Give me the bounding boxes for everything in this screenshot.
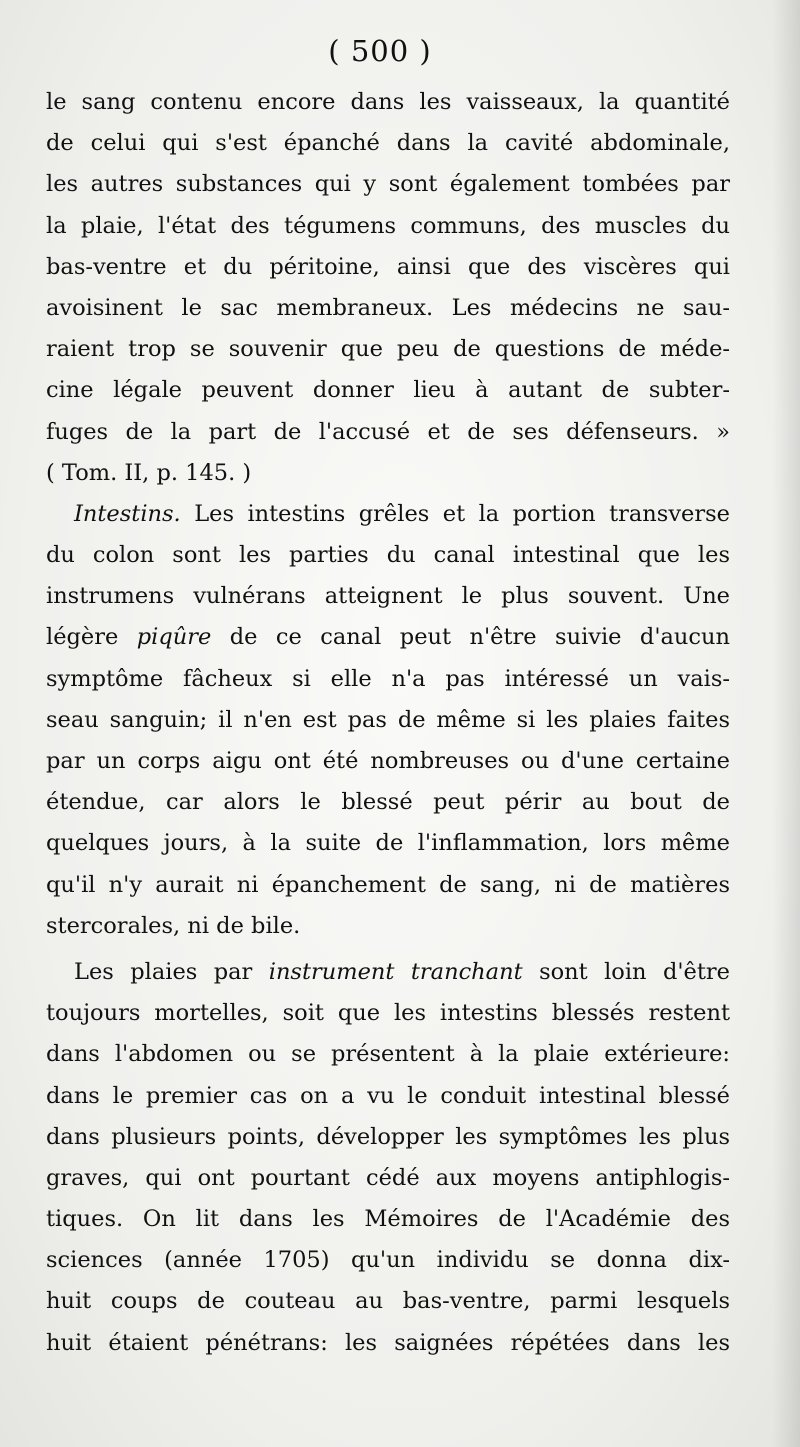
text-line: huit coups de couteau au bas-ventre, parmi lesquels — [46, 1288, 730, 1315]
text-line — [46, 617, 730, 658]
text-line: graves, qui ont pourtant cédé aux moyens antiphlogis- — [46, 1164, 730, 1191]
text-line: du colon sont les parties du canal intestinal que les — [46, 542, 730, 569]
text-line: stercorales, ni de bile. — [46, 912, 301, 939]
text-line: bas-ventre et du péritoine, ainsi que des viscères qui — [46, 253, 730, 280]
text-line: sciences (année 1705) qu'un individu se donna dix- — [46, 1247, 730, 1274]
text-line: symptôme fâcheux si elle n'a pas intéressé un vais- — [46, 665, 730, 692]
text-line — [46, 494, 730, 535]
text-line: seau sanguin; il n'en est pas de même si les plaies faites — [46, 706, 730, 733]
page-edge-shadow — [772, 0, 800, 1447]
word-legere: légère — [46, 624, 119, 651]
text-line: dans le premier cas on a vu le conduit intestinal blessé — [46, 1082, 730, 1109]
section-lead: Intestins. — [74, 500, 181, 527]
text-line: avoisinent le sac membraneux. Les médecins ne sau- — [46, 294, 730, 321]
text-line: les autres substances qui y sont également tombées par — [46, 171, 730, 198]
text-line: raient trop se souvenir que peu de questions de méde- — [46, 336, 730, 363]
text-line: toujours mortelles, soit que les intestins blessés restent — [46, 1000, 730, 1027]
line-text: de ce canal peut n'être suivie d'aucun — [229, 624, 730, 651]
text-line: la plaie, l'état des tégumens communs, des muscles du — [46, 212, 730, 239]
page-body — [46, 82, 730, 1364]
line-text: sont loin d'être — [539, 958, 730, 985]
text-line: quelques jours, à la suite de l'inflammation, lors même — [46, 830, 730, 857]
emphasis-instrument-tranchant: instrument tranchant — [268, 958, 523, 985]
text-line: dans l'abdomen ou se présentent à la plaie extérieure: — [46, 1041, 730, 1068]
text-line: de celui qui s'est épanché dans la cavité abdominale, — [46, 130, 730, 157]
line-text: Les intestins grêles et la portion transverse — [194, 500, 730, 527]
text-line: tiques. On lit dans les Mémoires de l'Académie des — [46, 1206, 730, 1233]
text-line: cine légale peuvent donner lieu à autant de subter- — [46, 377, 730, 404]
text-line: dans plusieurs points, développer les symptômes les plus — [46, 1123, 730, 1150]
page-number: ( 500 ) — [328, 34, 432, 68]
text-line: par un corps aigu ont été nombreuses ou d'une certaine — [46, 748, 730, 774]
text-line: ( Tom. II, p. 145. ) — [46, 459, 252, 486]
text-line: instrumens vulnérans atteignent le plus souvent. Une — [46, 583, 730, 610]
text-line: étendue, car alors le blessé peut périr au bout de — [46, 789, 730, 816]
text-line: le sang contenu encore dans les vaisseaux, la quantité — [46, 89, 730, 115]
text-line: huit étaient pénétrans: les saignées répétées dans les — [46, 1329, 730, 1356]
line-text: Les plaies par — [74, 958, 253, 985]
text-line: qu'il n'y aurait ni épanchement de sang, ni de matières — [46, 871, 730, 898]
text-line: fuges de la part de l'accusé et de ses défenseurs. » — [46, 418, 730, 445]
emphasis-piqure: piqûre — [136, 624, 212, 651]
text-line — [46, 952, 730, 993]
